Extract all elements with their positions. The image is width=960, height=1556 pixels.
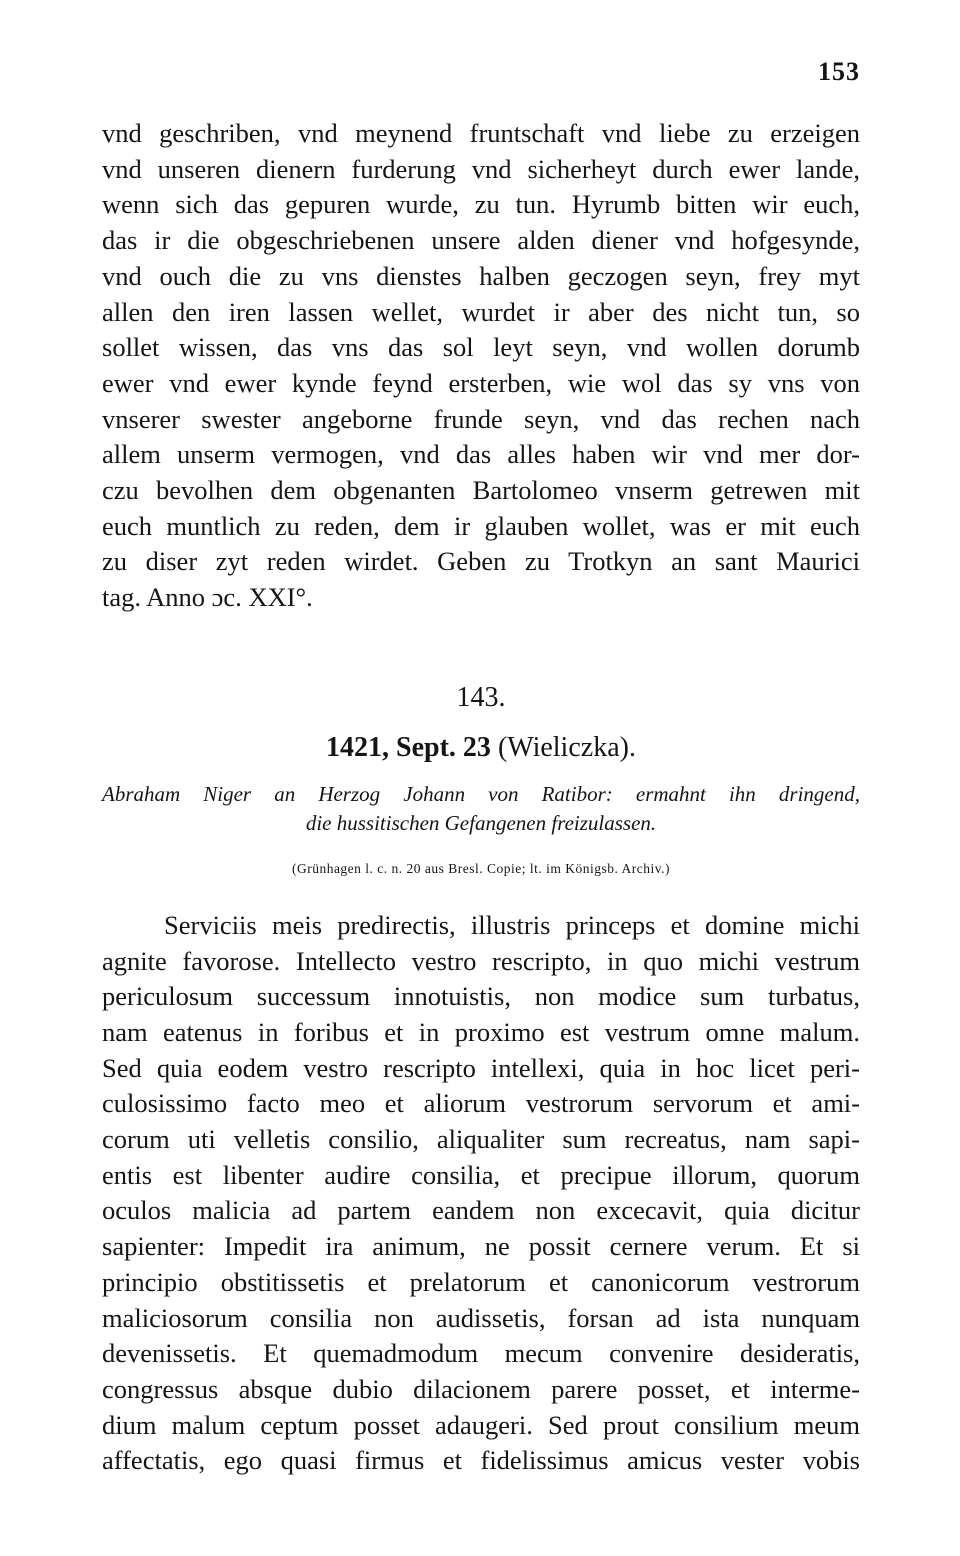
text-line: sollet wissen, das vns das sol leyt seyn, vnd wollen dorumb: [102, 332, 860, 363]
text-line: tag. Anno ɔc. XXI°.: [102, 582, 313, 613]
text-line: principio obstitissetis et prelatorum et canonicorum vestrorum: [102, 1266, 860, 1297]
text-line: czu bevolhen dem obgenanten Bartolomeo vnserm getrewen mit: [102, 475, 860, 506]
document-summary: [102, 780, 860, 838]
text-line: dium malum ceptum posset adaugeri. Sed prout consilium meum: [102, 1409, 860, 1440]
page-number: 153: [818, 57, 860, 86]
text-line: maliciosorum consilia non audissetis, forsan ad ista nunquam: [102, 1302, 860, 1333]
date-main: 1421, Sept. 23: [326, 731, 491, 763]
text-line: affectatis, ego quasi firmus et fidelissimus amicus vester vobis: [102, 1445, 860, 1476]
text-line: ewer vnd ewer kynde feynd ersterben, wie wol das sy vns von: [102, 367, 860, 398]
document-date: [102, 728, 860, 768]
source-note: (Grünhagen l. c. n. 20 aus Bresl. Copie; lt. im Königsb. Archiv.): [291, 860, 671, 876]
text-line: agnite favorose. Intellecto vestro rescripto, in quo michi vestrum: [102, 945, 860, 976]
document-body: [102, 908, 860, 1479]
text-line: wenn sich das gepuren wurde, zu tun. Hyrumb bitten wir euch,: [102, 189, 860, 220]
text-line: vnd unseren dienern furderung vnd sicherheyt durch ewer lande,: [102, 153, 860, 184]
text-line: entis est libenter audire consilia, et precipue illorum, quorum: [102, 1159, 860, 1190]
text-line: Sed quia eodem vestro rescripto intellexi, quia in hoc licet peri-: [102, 1052, 860, 1083]
text-line: devenissetis. Et quemadmodum mecum convenire desideratis,: [102, 1338, 860, 1369]
date-place: (Wieliczka).: [490, 731, 636, 763]
text-line: nam eatenus in foribus et in proximo est vestrum omne malum.: [102, 1016, 860, 1047]
summary-line: die hussitischen Gefangenen freizulassen.: [305, 810, 657, 835]
text-line: euch muntlich zu reden, dem ir glauben wollet, was er mit euch: [102, 510, 860, 541]
text-line: periculosum successum innotuistis, non modice sum turbatus,: [102, 981, 860, 1012]
document-number: 143.: [456, 681, 506, 713]
text-line: congressus absque dubio dilacionem parere posset, et interme-: [102, 1373, 860, 1404]
text-line: culosissimo facto meo et aliorum vestrorum servorum et ami-: [102, 1088, 860, 1119]
text-line: vnd ouch die zu vns dienstes halben geczogen seyn, frey myt: [102, 260, 860, 291]
continuation-paragraph: [102, 116, 860, 616]
text-line: allen den iren lassen wellet, wurdet ir aber des nicht tun, so: [102, 296, 860, 327]
book-page: [102, 52, 860, 1479]
text-line: allem unserm vermogen, vnd das alles haben wir vnd mer dor-: [102, 439, 860, 470]
text-line: vnserer swester angeborne frunde seyn, vnd das rechen nach: [102, 403, 860, 434]
text-line: vnd geschriben, vnd meynend fruntschaft vnd liebe zu erzeigen: [102, 118, 860, 148]
text-line: Serviciis meis predirectis, illustris princeps et domine michi: [164, 909, 860, 940]
text-line: zu diser zyt reden wirdet. Geben zu Trotkyn an sant Maurici: [102, 546, 860, 577]
text-line: das ir die obgeschriebenen unsere alden diener vnd hofgesynde,: [102, 225, 860, 256]
text-line: corum uti velletis consilio, aliqualiter sum recreatus, nam sapi-: [102, 1124, 860, 1155]
text-line: sapienter: Impedit ira animum, ne possit cernere verum. Et si: [102, 1231, 860, 1262]
summary-line: Abraham Niger an Herzog Johann von Ratibor: ermahnt ihn dringend,: [102, 781, 860, 806]
text-line: oculos malicia ad partem eandem non excecavit, quia dicitur: [102, 1195, 860, 1226]
